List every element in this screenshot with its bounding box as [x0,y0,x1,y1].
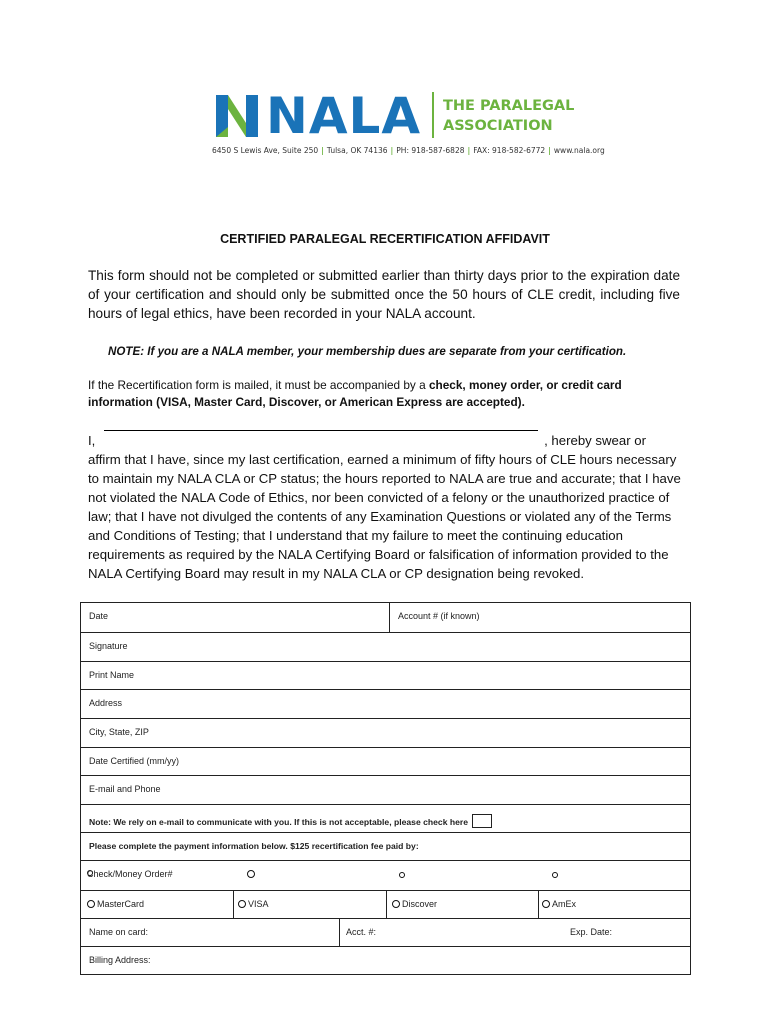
recertification-form [80,602,691,975]
exp-date-label[interactable]: Exp. Date: [570,927,613,937]
visa-option[interactable] [234,891,386,918]
tagline-line-2: ASSOCIATION [443,118,553,134]
discover-radio-icon[interactable] [392,900,400,908]
nala-logo [214,87,422,145]
row-card-details [81,919,690,947]
row-card-types [81,891,690,919]
contact-address: 6450 S Lewis Ave, Suite 250 [212,146,319,155]
date-field[interactable] [81,603,389,632]
amex-label: AmEx [552,899,577,909]
email-optout-checkbox[interactable] [472,814,492,828]
row-date-account [81,603,690,633]
email-phone-label: E-mail and Phone [89,784,161,794]
date-label: Date [89,611,109,621]
account-label: Account # (if known) [398,611,480,621]
check-option[interactable] [81,861,231,890]
print-name-label: Print Name [89,670,135,680]
nala-n-logo-icon [214,93,260,139]
signature-label: Signature [89,641,128,651]
radio-blank-3-icon[interactable] [552,872,558,878]
discover-option[interactable] [387,891,539,918]
affirmation-paragraph [88,431,688,583]
name-on-card-label: Name on card: [89,927,149,937]
mastercard-label: MasterCard [97,899,145,909]
email-note-label: Note: We rely on e-mail to communicate with you. If this is not acceptable, please check here [89,817,469,827]
discover-label: Discover [402,899,438,909]
account-field[interactable] [390,603,690,632]
mailed-text: If the Recertification form is mailed, it must be accompanied by a [88,378,429,392]
membership-note: NOTE: If you are a NALA member, your membership dues are separate from your certification. [108,345,627,358]
address-field[interactable] [81,690,690,719]
document-title: CERTIFIED PARALEGAL RECERTIFICATION AFFIDAVIT [220,232,550,246]
acct-number-field[interactable] [340,919,690,946]
date-certified-field[interactable] [81,748,690,776]
affirm-i-label: I, [88,433,96,448]
name-on-card-field[interactable] [81,919,339,946]
radio-blank-2-icon[interactable] [399,872,405,878]
amex-option[interactable] [539,891,690,918]
affirm-body: affirm that I have, since my last certification, earned a minimum of fifty hours of CLE hours necessary to maintain my NALA CLA or CP status; the hours reported to NALA are true and accurate; that I have not violated the NALA Code of Ethics, nor been convicted of a felony or the unauthorized practice of law; that I have not divulged the contents of any Examination Questions or violated any of the Terms and Conditions of Testing; that I understand that my failure to meet the continuing education requirements as required by the NALA Certifying Board or falsification of information provided to the NALA Certifying Board may result in my NALA CLA or CP designation being revoked. [88,452,681,581]
contact-fax: FAX: 918-582-6772 [473,146,546,155]
brand-wordmark: NALA [266,87,422,145]
billing-address-label: Billing Address: [89,955,151,965]
tagline-line-1: THE PARALEGAL [443,98,575,114]
address-label: Address [89,698,123,708]
affirm-swear-label: , hereby swear or [544,433,646,448]
row-email-optout [81,805,690,833]
logo-tagline [443,96,574,136]
contact-website[interactable]: www.nala.org [553,146,605,155]
mailed-bold-2: information (VISA, Master Card, Discover, or American Express are accepted). [88,395,525,409]
city-state-zip-field[interactable] [81,719,690,748]
date-certified-label: Date Certified (mm/yy) [89,756,180,766]
payment-note-label: Please complete the payment information below. $125 recertification fee paid by: [89,841,419,851]
print-name-field[interactable] [81,662,690,690]
contact-line: 6450 S Lewis Ave, Suite 250 | Tulsa, OK 74136 | PH: 918-587-6828 | FAX: 918-582-6772 | www.nala.org [212,146,605,155]
visa-radio-icon[interactable] [238,900,246,908]
row-check-money-order [81,861,690,891]
mastercard-option[interactable] [81,891,233,918]
mastercard-radio-icon[interactable] [87,900,95,908]
amex-radio-icon[interactable] [542,900,550,908]
email-phone-field[interactable] [81,776,690,805]
radio-blank-1-icon[interactable] [247,870,255,878]
mailed-paragraph [88,377,678,411]
check-label: Check/Money Order# [87,869,173,879]
city-state-zip-label: City, State, ZIP [89,727,149,737]
visa-label: VISA [248,899,269,909]
billing-address-field[interactable] [81,947,690,974]
logo-divider [432,92,434,138]
acct-label: Acct. #: [346,927,377,937]
intro-paragraph: This form should not be completed or submitted earlier than thirty days prior to the expiration date of your certification and should only be submitted once the 50 hours of CLE credit, including five hours of legal ethics, have been recorded in your NALA account. [88,268,680,321]
contact-phone: PH: 918-587-6828 [396,146,465,155]
signature-field[interactable] [81,633,690,662]
row-payment-note [81,833,690,861]
mailed-bold-1: check, money order, or credit card [428,378,622,392]
contact-city: Tulsa, OK 74136 [326,146,388,155]
